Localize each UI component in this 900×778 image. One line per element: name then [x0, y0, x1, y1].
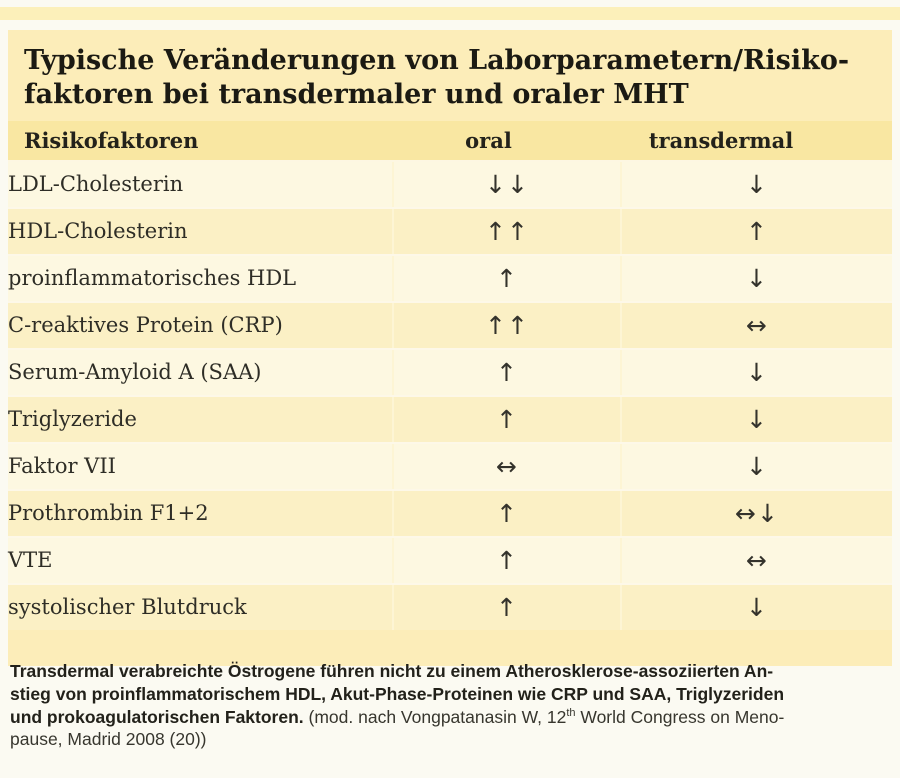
transdermal-change-arrows: ↑ [746, 216, 768, 246]
oral-change-cell [392, 585, 620, 630]
oral-change-cell [392, 303, 620, 348]
column-header-transdermal: transdermal [648, 127, 794, 153]
lab-parameters-table [8, 30, 892, 666]
column-header-oral: oral [465, 127, 512, 153]
top-strip-decoration [0, 7, 900, 20]
caption-source-pre: (mod. nach Vongpatanasin W, 12 [303, 706, 567, 727]
caption-bold-line3: und prokoagulatorischen Faktoren. [10, 706, 304, 727]
transdermal-change-cell [620, 491, 892, 536]
oral-change-arrows: ↔ [496, 451, 518, 481]
oral-change-cell [392, 444, 620, 489]
oral-change-arrows: ↓↓ [485, 169, 529, 199]
table-row [8, 301, 892, 348]
oral-change-arrows: ↑↑ [485, 216, 529, 246]
transdermal-change-arrows: ↓ [746, 169, 768, 199]
transdermal-change-arrows: ↓ [746, 404, 768, 434]
transdermal-change-cell [620, 585, 892, 630]
table-row [8, 348, 892, 395]
table-row [8, 254, 892, 301]
caption-source-line4: pause, Madrid 2008 (20)) [10, 729, 207, 750]
table-title [8, 30, 892, 121]
transdermal-change-arrows: ↓ [746, 592, 768, 622]
oral-change-arrows: ↑↑ [485, 310, 529, 340]
transdermal-change-cell [620, 256, 892, 301]
caption-source-post: World Congress on Meno- [575, 706, 785, 727]
table-header-row [8, 121, 892, 162]
transdermal-change-cell [620, 303, 892, 348]
table-row [8, 395, 892, 442]
transdermal-change-arrows: ↓ [746, 451, 768, 481]
transdermal-change-cell [620, 209, 892, 254]
oral-change-arrows: ↑ [496, 404, 518, 434]
transdermal-change-cell [620, 397, 892, 442]
transdermal-change-arrows: ↔ [746, 310, 768, 340]
risk-factor-label: Prothrombin F1+2 [8, 501, 209, 525]
table-row [8, 207, 892, 254]
risk-factor-label: systolischer Blutdruck [8, 595, 247, 619]
risk-factor-label: proinflammatorisches HDL [8, 266, 297, 290]
transdermal-change-arrows: ↔ [746, 545, 768, 575]
table-row [8, 162, 892, 207]
oral-change-arrows: ↑ [496, 592, 518, 622]
column-header-risikofaktoren: Risikofaktoren [24, 127, 199, 153]
risk-factor-label: Faktor VII [8, 454, 116, 478]
oral-change-cell [392, 209, 620, 254]
caption-source-superscript: th [566, 706, 576, 719]
risk-factor-label: VTE [8, 548, 53, 572]
oral-change-arrows: ↑ [496, 545, 518, 575]
oral-change-cell [392, 538, 620, 583]
transdermal-change-cell [620, 444, 892, 489]
oral-change-cell [392, 256, 620, 301]
caption-bold-line1: Transdermal verabreichte Östrogene führen nicht zu einem Atherosklerose-assoziierten An- [10, 661, 774, 681]
table-body [8, 162, 892, 630]
table-title-line1: Typische Veränderungen von Laborparametern/Risiko- [24, 45, 850, 76]
risk-factor-label: LDL-Cholesterin [8, 172, 184, 196]
transdermal-change-cell [620, 162, 892, 207]
oral-change-arrows: ↑ [496, 498, 518, 528]
transdermal-change-arrows: ↓ [746, 357, 768, 387]
table-row [8, 442, 892, 489]
table-row [8, 536, 892, 583]
oral-change-cell [392, 397, 620, 442]
table-caption [10, 660, 892, 751]
oral-change-arrows: ↑ [496, 263, 518, 293]
table-row [8, 489, 892, 536]
transdermal-change-arrows: ↓ [746, 263, 768, 293]
transdermal-change-arrows: ↔↓ [735, 498, 779, 528]
risk-factor-label: Serum-Amyloid A (SAA) [8, 360, 262, 384]
transdermal-change-cell [620, 350, 892, 395]
oral-change-arrows: ↑ [496, 357, 518, 387]
risk-factor-label: Triglyzeride [8, 407, 137, 431]
oral-change-cell [392, 491, 620, 536]
oral-change-cell [392, 350, 620, 395]
oral-change-cell [392, 162, 620, 207]
table-title-line2: faktoren bei transdermaler und oraler MHT [24, 78, 689, 110]
table-row [8, 583, 892, 630]
caption-bold-line2: stieg von proinflammatorischem HDL, Akut-Phase-Proteinen wie CRP und SAA, Triglyzeriden [10, 683, 785, 704]
risk-factor-label: HDL-Cholesterin [8, 219, 188, 243]
transdermal-change-cell [620, 538, 892, 583]
risk-factor-label: C-reaktives Protein (CRP) [8, 313, 283, 337]
